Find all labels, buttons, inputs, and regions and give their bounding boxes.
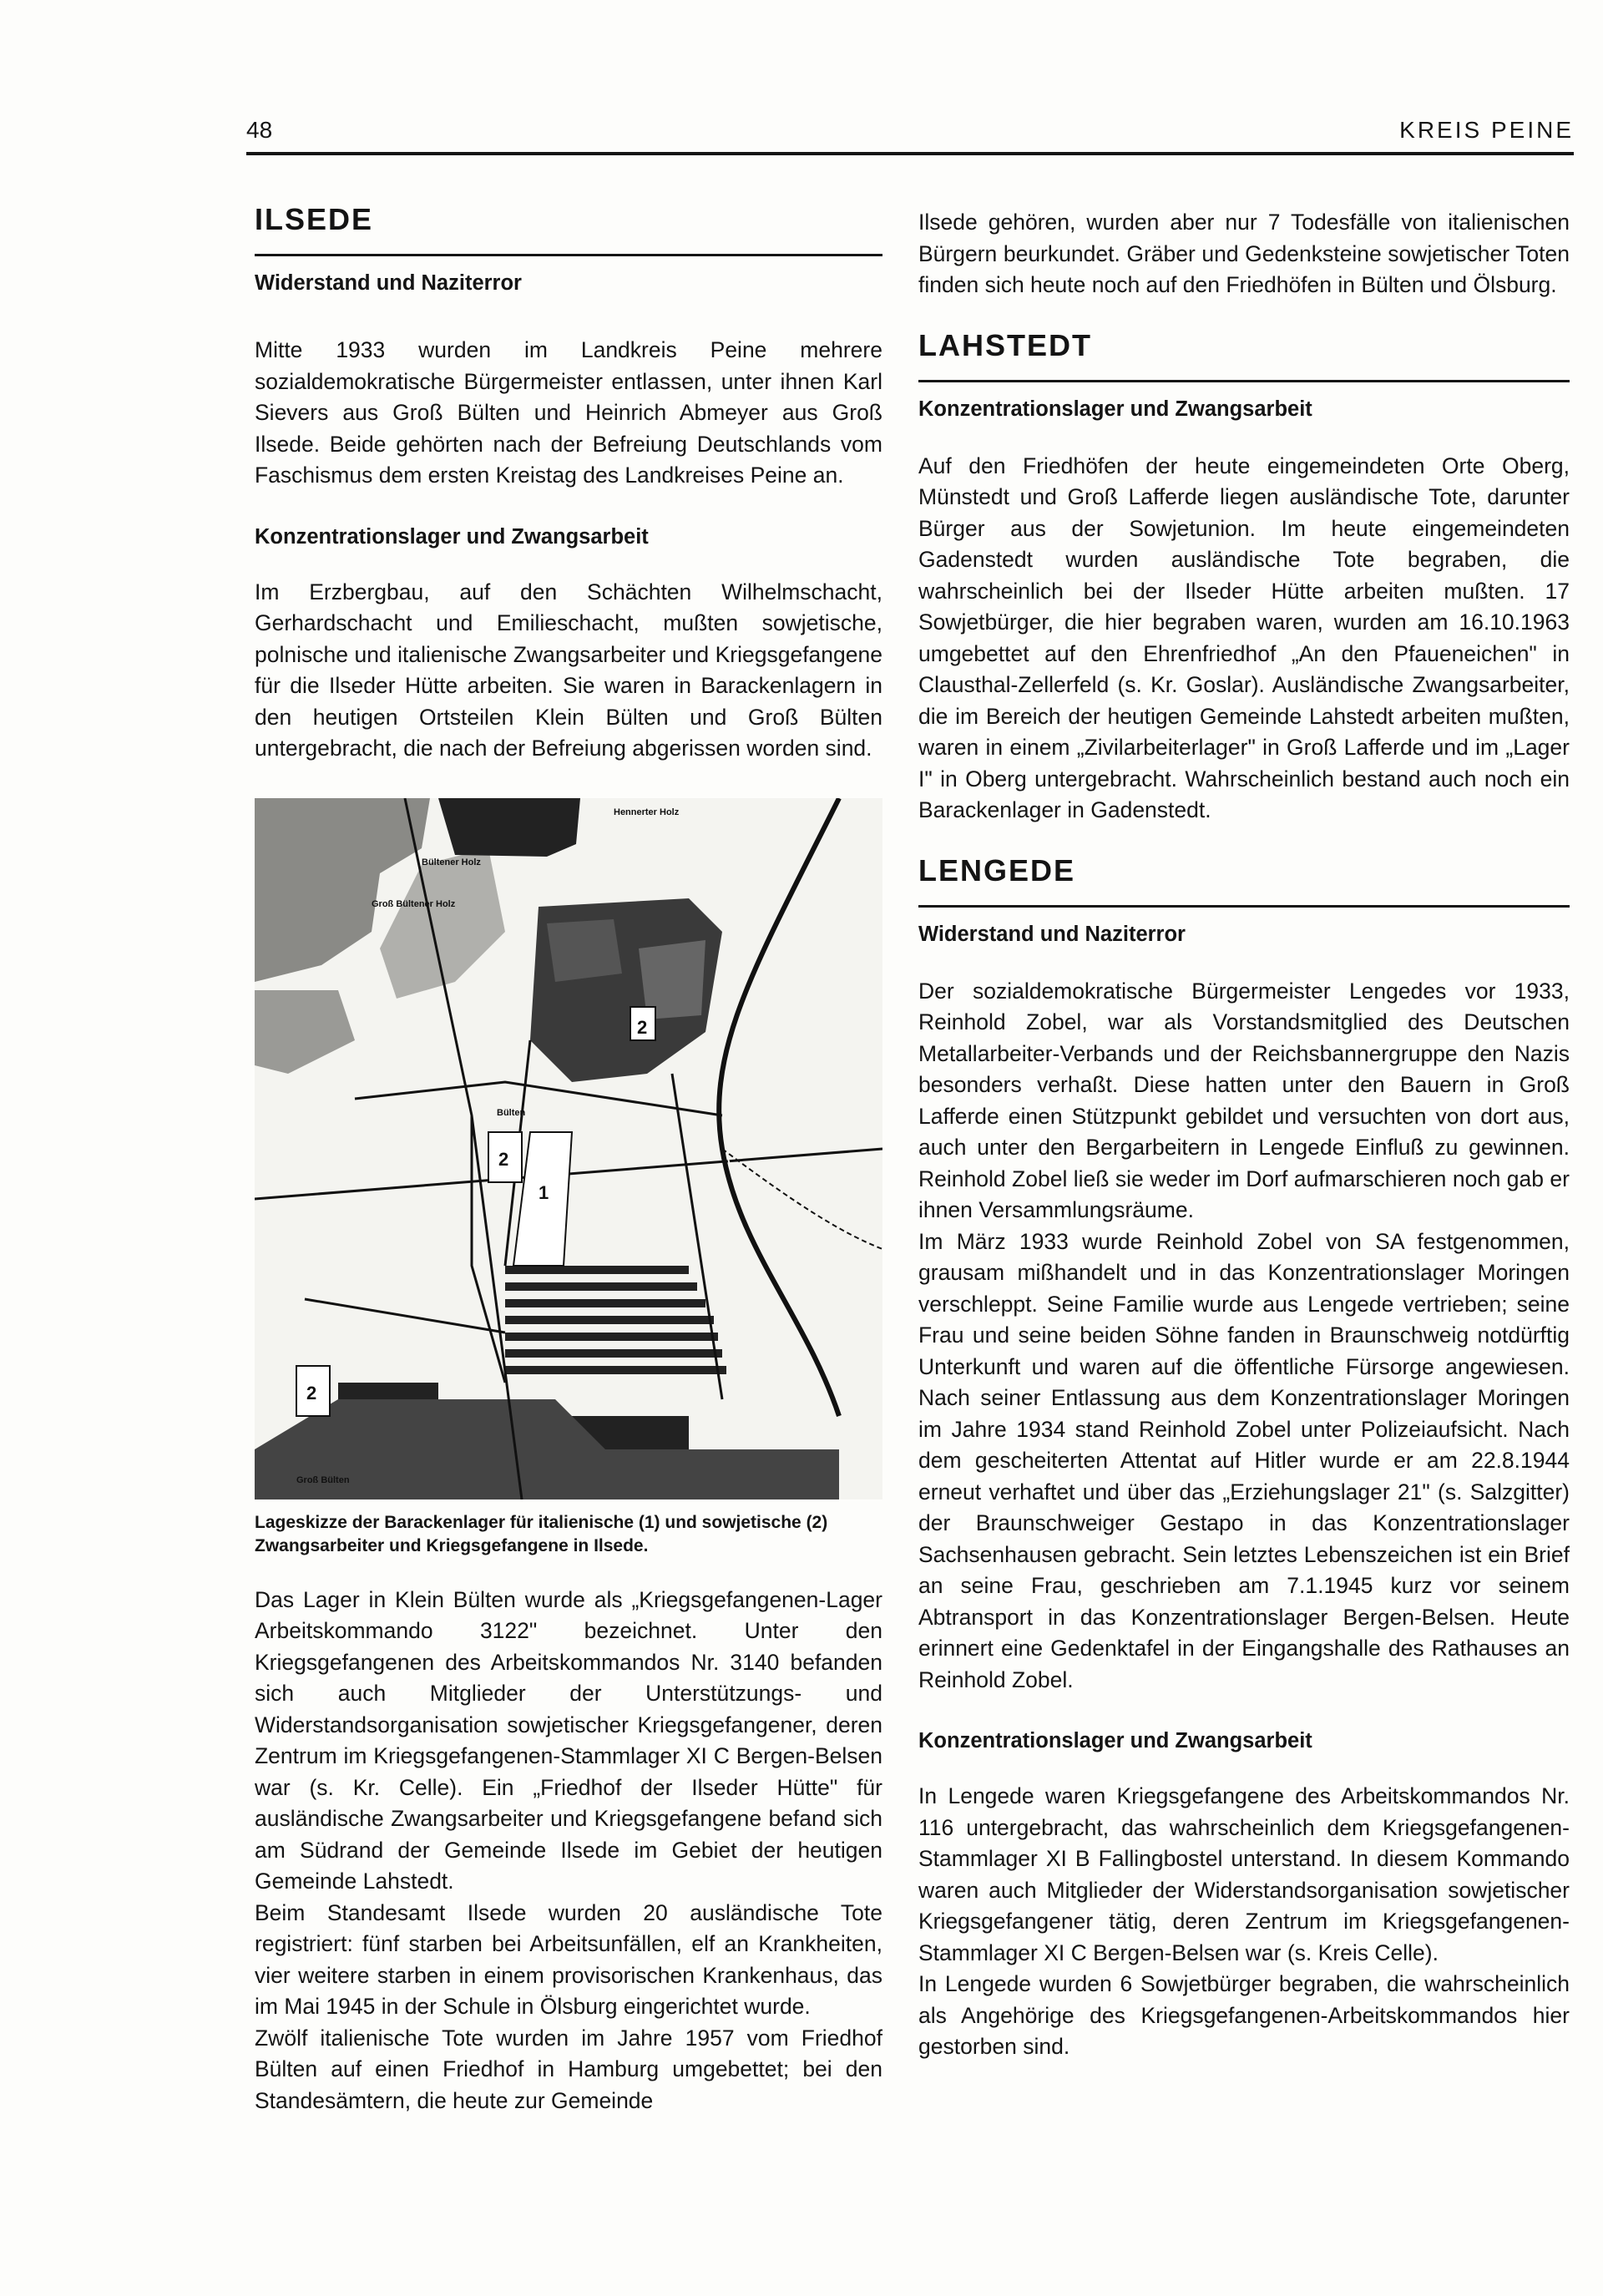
subhead-lengede-widerstand: Widerstand und Naziterror <box>918 922 1186 946</box>
map-label-hennerter-holz: Hennerter Holz <box>614 807 680 817</box>
running-head: KREIS PEINE <box>1399 117 1574 143</box>
map-figure <box>255 798 882 1558</box>
camp-number: 2 <box>498 1148 509 1170</box>
header-rule <box>246 152 1574 155</box>
subhead-widerstand: Widerstand und Naziterror <box>255 271 522 295</box>
map-label-buelten: Bülten <box>497 1107 526 1118</box>
dark-forest <box>438 798 580 857</box>
paragraph-lahstedt: Auf den Friedhöfen der heute eingemeindeten Orte Oberg, Münstedt und Groß Lafferde liegen ausländische Tote, darunter Bürger aus der Sowjetunion. Im heute eingemeindeten Gadenstedt wurden ausländische Tote begraben, die wahrscheinlich bei der Ilseder Hütte arbeiten mußten. 17 Sowjetbürger, die hier begraben waren, wurden am 16.10.1963 umgebettet auf den Ehrenfriedhof „An den Pfaueneichen" in Clausthal-Zellerfeld (s. Kr. Goslar). Ausländische Zwangsarbeiter, die im Bereich der heutigen Gemeinde Lahstedt arbeiten mußten, waren in einem „Zivilarbeiterlager" in Groß Lafferde und im „Lager I" in Oberg untergebracht. Wahrscheinlich bestand auch noch ein Barackenlager in Gadenstedt. <box>918 453 1570 822</box>
page-number: 48 <box>246 117 273 143</box>
paragraph-lengede-kz-2: In Lengede wurden 6 Sowjetbürger begraben, die wahrscheinlich als Angehörige des Kriegsgefangenen-Arbeitskommandos hier gestorben sind. <box>918 1971 1570 2059</box>
site-map <box>255 798 882 1499</box>
section-rule <box>255 254 882 256</box>
right-column <box>918 207 1570 2063</box>
paragraph-lager: Das Lager in Klein Bülten wurde als „Kriegsgefangenen-Lager Arbeitskommando 3122" bezeichnet. Unter den Kriegsgefangenen des Arbeitskommandos Nr. 3140 befanden sich auch Mitglieder der Unterstützungs- und Widerstandsorganisation sowjetischer Kriegsgefangener, deren Zentrum im Kriegsgefangenen-Stammlager XI C Bergen-Belsen war (s. Kr. Celle). Ein „Friedhof der Ilseder Hütte" für ausländische Zwangsarbeiter und Kriegsgefangene befand sich am Südrand der Gemeinde Ilsede im Gebiet der heutigen Gemeinde Lahstedt. <box>255 1586 882 1894</box>
paragraph-standesamt: Beim Standesamt Ilsede wurden 20 ausländische Tote registriert: fünf starben bei Arbeitsunfällen, elf an Krankheiten, vier weitere starben in einem provisorischen Krankenhaus, das im Mai 1945 in der Schule in Ölsburg eingerichtet wurde. <box>255 1899 882 2019</box>
section-rule <box>918 905 1570 908</box>
subhead-kz: Konzentrationslager und Zwangsarbeit <box>255 524 649 549</box>
subhead-lengede-kz: Konzentrationslager und Zwangsarbeit <box>918 1729 1312 1752</box>
paragraph-lengede-widerstand-2: Im März 1933 wurde Reinhold Zobel von SA festgenommen, grausam mißhandelt und in das Konzentrationslager Moringen verschleppt. Seine Familie wurde aus Lengede vertrieben; seine Frau und seine beiden Söhne fanden in Braunschweig notdürftig Unterkunft und waren auf die öffentliche Fürsorge angewiesen. Nach seiner Entlassung aus dem Konzentrationslager Moringen im Jahre 1934 stand Reinhold Zobel unter Polizeiaufsicht. Nach dem gescheiterten Attentat auf Hitler wurde er am 22.8.1944 erneut verhaftet und über das „Erziehungslager 21" (s. Salzgitter) der Braunschweiger Gestapo in das Konzentrationslager Sachsenhausen gebracht. Sein letztes Lebenszeichen ist ein Brief an seine Frau, geschrieben am 7.1.1945 kurz vor seinem Abtransport in das Konzentrationslager Bergen-Belsen. Heute erinnert eine Gedenktafel in der Eingangshalle des Rathauses an Reinhold Zobel. <box>918 1228 1570 1692</box>
camp-number: 1 <box>539 1181 549 1203</box>
map-caption: Lageskizze der Barackenlager für italienische (1) und sowjetische (2) Zwangsarbeiter und Kriegsgefangene in Ilsede. <box>255 1512 828 1555</box>
paragraph-kz: Im Erzbergbau, auf den Schächten Wilhelmschacht, Gerhardschacht und Emilieschacht, mußten sowjetische, polnische und italienische Zwangsarbeiter und Kriegsgefangene für die Ilseder Hütte arbeiten. Sie waren in Barackenlagern in den heutigen Ortsteilen Klein Bülten und Groß Bülten untergebracht, die nach der Befreiung abgerissen worden sind. <box>255 579 882 761</box>
section-title-lengede: LENGEDE <box>918 852 1076 888</box>
paragraph-continuation: Ilsede gehören, wurden aber nur 7 Todesfälle von italienischen Bürgern beurkundet. Gräber und Gedenksteine sowjetischer Toten finden sich heute noch auf den Friedhöfen in Bülten und Ölsburg. <box>918 210 1570 297</box>
map-label-bueltener-holz: Bültener Holz <box>422 857 481 867</box>
map-label-gross-buelten: Groß Bülten <box>296 1474 350 1485</box>
section-title-lahstedt: LAHSTEDT <box>918 327 1092 362</box>
map-label-gross-bueltener-holz: Groß Bültener Holz <box>372 898 456 909</box>
paragraph-widerstand: Mitte 1933 wurden im Landkreis Peine mehrere sozialdemokratische Bürgermeister entlassen, unter ihnen Karl Sievers aus Groß Bülten und Heinrich Abmeyer aus Groß Ilsede. Beide gehörten nach der Befreiung Deutschlands vom Faschismus dem ersten Kreistag des Landkreises Peine an. <box>255 337 882 488</box>
paragraph-lengede-widerstand-1: Der sozialdemokratische Bürgermeister Lengedes vor 1933, Reinhold Zobel, war als Vorstandsmitglied des Deutschen Metallarbeiter-Verbands und der Reichsbannergruppe den Nazis besonders verhaßt. Diese hatten unter den Bauern in Groß Lafferde einen Stützpunkt gebildet und versuchten von dort aus, auch unter den Bergarbeitern in Lengede Einfluß zu gewinnen. Reinhold Zobel ließ sie weder im Dorf aufmarschieren noch gab er ihnen Versammlungsräume. <box>918 978 1570 1222</box>
camp-number: 2 <box>306 1382 317 1403</box>
subhead-lahstedt-kz: Konzentrationslager und Zwangsarbeit <box>918 397 1312 421</box>
camp-number: 2 <box>637 1016 648 1038</box>
paragraph-lengede-kz-1: In Lengede waren Kriegsgefangene des Arbeitskommandos Nr. 116 untergebracht, das wahrscheinlich dem Kriegsgefangenen-Stammlager XI B Fallingbostel unterstand. In diesem Kommando waren auch Mitglieder der Widerstandsorganisation sowjetischer Kriegsgefangener tätig, deren Zentrum im Kriegsgefangenen-Stammlager XI C Bergen-Belsen war (s. Kreis Celle). <box>918 1783 1570 1965</box>
building-block <box>547 919 622 982</box>
left-column <box>255 200 882 2116</box>
paragraph-zwoelf: Zwölf italienische Tote wurden im Jahre 1957 vom Friedhof Bülten auf einen Friedhof in Hamburg umgebettet; bei den Standesämtern, die heute zur Gemeinde <box>255 2025 882 2113</box>
section-title-ilsede: ILSEDE <box>255 202 374 236</box>
section-rule <box>918 380 1570 382</box>
